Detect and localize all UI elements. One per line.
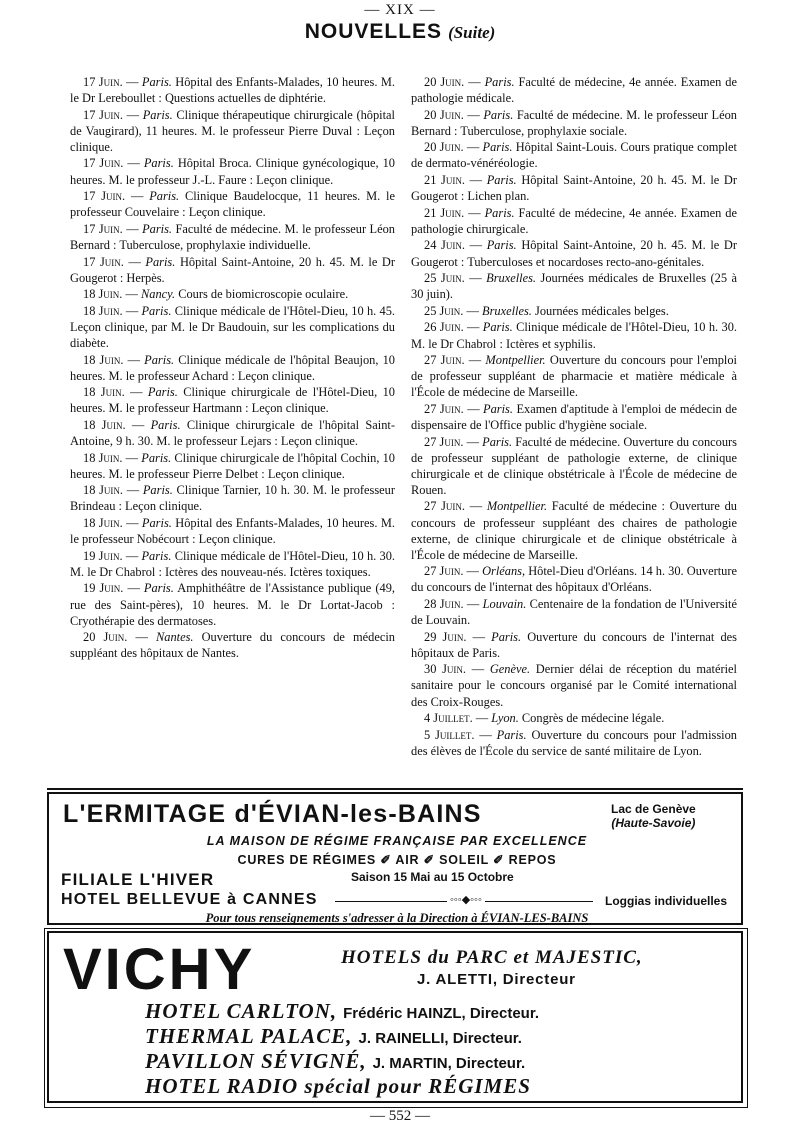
news-entry: 18 Juin. — Paris. Clinique chirurgicale de l'hôpital Cochin, 10 heures. M. le professeur Pierre Delbet : Leçon clinique. bbox=[70, 450, 396, 481]
entry-text: Ouverture du concours pour l'emploi de professeur suppléant de pharmacie et matière médicale à l'École de médecine de Marseille. bbox=[411, 353, 737, 400]
ad-evian-renseignements: Pour tous renseignements s'adresser à la Direction à ÉVIAN-LES-BAINS bbox=[205, 911, 589, 925]
entry-text: Hôpital Saint-Antoine, 20 h. 45. M. le Dr Gougerot : Herpès. bbox=[70, 254, 395, 285]
news-entry: 24 Juin. — Paris. Hôpital Saint-Antoine, 20 h. 45. M. le Dr Gougerot : Tuberculoses et nocardoses recto-ano-génitales. bbox=[411, 238, 737, 269]
entry-text: Journées médicales de Bruxelles (25 à 30 juin). bbox=[411, 271, 737, 302]
entry-text: Clinique chirurgicale de l'Hôtel-Dieu, 10 heures. M. le professeur Hartmann : Leçon clinique. bbox=[70, 385, 395, 416]
entry-date: 19 Juin. bbox=[83, 548, 123, 563]
entry-text: Clinique chirurgicale de l'hôpital Cochin, 10 heures. M. le professeur Pierre Delbet : Leçon clinique. bbox=[70, 450, 396, 481]
news-entry: 18 Juin. — Paris. Clinique médicale de l'hôpital Beaujon, 10 heures. M. le professeur Achard : Leçon clinique. bbox=[70, 352, 395, 383]
ad-evian-ornament-rule bbox=[335, 894, 593, 906]
entry-place: Paris. bbox=[483, 107, 514, 122]
entry-place: Paris. bbox=[143, 156, 174, 171]
hotel-manager: J. RAINELLI, Directeur. bbox=[358, 1030, 522, 1047]
entry-place: Paris. bbox=[143, 581, 174, 596]
entry-place: Paris. bbox=[484, 205, 515, 220]
entry-text: Journées médicales belges. bbox=[535, 303, 669, 318]
entry-date: 30 Juin. bbox=[424, 662, 467, 677]
entry-text: Clinique Tarnier, 10 h. 30. M. le professeur Brindeau : Leçon clinique. bbox=[70, 483, 396, 514]
news-entry: 18 Juin. — Nancy. Cours de biomicroscopie oculaire. bbox=[83, 287, 349, 302]
entry-date: 17 Juin. bbox=[83, 75, 123, 89]
entry-text: Faculté de médecine. M. le professeur Léon Bernard : Tuberculose, prophylaxie individuelle. bbox=[70, 221, 396, 252]
entry-place: Paris. bbox=[147, 385, 178, 400]
entry-place: Paris. bbox=[486, 173, 517, 188]
news-entry: 4 Juillet. — Lyon. Congrès de médecine légale. bbox=[424, 711, 665, 726]
news-entry: 17 Juin. — Paris. Clinique Baudelocque, 11 heures. M. le professeur Couvelaire : Leçon clinique. bbox=[70, 189, 395, 220]
ad-top-rule bbox=[47, 788, 743, 790]
entry-date: 27 Juin. bbox=[424, 401, 464, 416]
entry-place: Paris. bbox=[482, 140, 513, 155]
entry-text: Clinique médicale de l'Hôtel-Dieu, 10 h. 30. M. le Dr Chabrol : Ictères des nouveau-nés. Ictères toxiques. bbox=[70, 548, 395, 579]
entry-date: 26 Juin. bbox=[424, 320, 464, 335]
entry-text: Clinique médicale de l'Hôtel-Dieu, 10 h. 45. Leçon clinique, par M. le Dr Baudouin, sur les complications du diabète. bbox=[70, 303, 395, 350]
entry-text: Faculté de médecine, 4e année. Examen de pathologie chirurgicale. bbox=[411, 205, 738, 236]
hotel-name: HOTEL CARLTON, bbox=[145, 999, 338, 1023]
entry-text: Ouverture du concours pour l'admission des élèves de l'École du service de santé militaire de Lyon. bbox=[411, 727, 737, 758]
news-entry: 17 Juin. — Paris. Hôpital des Enfants-Malades, 10 heures. M. le Dr Lereboullet : Questions actuelles de diphtérie. bbox=[70, 75, 395, 106]
entry-date: 28 Juin. bbox=[424, 597, 464, 611]
entry-place: Paris. bbox=[141, 303, 172, 318]
entry-text: Ouverture du concours de médecin suppléant des hôpitaux de Nantes. bbox=[70, 630, 395, 661]
entry-date: 25 Juin. bbox=[424, 271, 465, 286]
entry-place: Paris. bbox=[141, 548, 172, 563]
entry-date: 18 Juin. bbox=[83, 385, 125, 400]
ad-evian-filiale: FILIALE L'HIVER bbox=[61, 870, 215, 889]
entry-place: Paris. bbox=[141, 516, 172, 531]
entry-text: Faculté de médecine : Ouverture du concours de professeur suppléant des chaires de pathologie externe, de clinique chirurgicale et de clinique obstétricale à l'École de médecine de Marseille. bbox=[411, 499, 738, 562]
entry-place: Louvain. bbox=[482, 597, 527, 611]
ad-evian-slogan: LA MAISON DE RÉGIME FRANÇAISE PAR EXCELLENCE bbox=[206, 834, 588, 848]
ad-vichy-hotel-row bbox=[145, 1074, 531, 1099]
news-entry: 27 Juin. — Paris. Faculté de médecine. Ouverture du concours de professeur suppléant de pathologie externe, de clinique chirurgicale et de clinique obstétricale à l'École de médecine de Rouen. bbox=[411, 434, 737, 497]
hotel-manager: Frédéric HAINZL, Directeur. bbox=[343, 1005, 540, 1022]
news-entry: 21 Juin. — Paris. Faculté de médecine, 4e année. Examen de pathologie chirurgicale. bbox=[411, 205, 738, 236]
ad-vichy-hotel-row bbox=[145, 1049, 525, 1074]
entry-text: Congrès de médecine légale. bbox=[521, 711, 665, 726]
entry-date: 18 Juin. bbox=[83, 352, 124, 367]
news-entry: 20 Juin. — Nantes. Ouverture du concours de médecin suppléant des hôpitaux de Nantes. bbox=[70, 630, 395, 661]
news-entry: 18 Juin. — Paris. Clinique chirurgicale de l'Hôtel-Dieu, 10 heures. M. le professeur Hartmann : Leçon clinique. bbox=[70, 385, 395, 416]
entry-text: Hôtel-Dieu d'Orléans. 14 h. 30. Ouverture du concours de l'internat des hôpitaux d'Orléans. bbox=[411, 564, 738, 595]
left-column bbox=[70, 74, 395, 662]
news-entry: 18 Juin. — Paris. Clinique Tarnier, 10 h. 30. M. le professeur Brindeau : Leçon clinique. bbox=[70, 483, 396, 514]
page-number: — 552 — bbox=[370, 1108, 430, 1124]
entry-place: Paris. bbox=[142, 483, 173, 498]
news-entry: 18 Juin. — Paris. Clinique médicale de l'Hôtel-Dieu, 10 h. 45. Leçon clinique, par M. le Dr Baudouin, sur les complications du diabète. bbox=[70, 303, 395, 350]
entry-place: Paris. bbox=[141, 75, 172, 89]
entry-place: Paris. bbox=[482, 320, 513, 335]
entry-place: Montpellier. bbox=[485, 353, 546, 368]
entry-place: Paris. bbox=[486, 238, 517, 253]
entry-place: Paris. bbox=[482, 434, 513, 449]
entry-text: Hôpital des Enfants-Malades, 10 heures. M. le Dr Lereboullet : Questions actuelles de diphtérie. bbox=[70, 75, 395, 106]
entry-text: Clinique médicale de l'Hôtel-Dieu, 10 h. 30. M. le Dr Chabrol : Ictères et syphilis. bbox=[411, 320, 737, 351]
news-entry: 20 Juin. — Paris. Faculté de médecine, 4e année. Examen de pathologie médicale. bbox=[411, 75, 738, 106]
entry-date: 27 Juin. bbox=[424, 499, 466, 514]
ad-vichy-hotel-row bbox=[145, 1024, 522, 1049]
entry-date: 17 Juin. bbox=[83, 254, 124, 269]
entry-date: 29 Juin. bbox=[424, 629, 467, 644]
entry-date: 17 Juin. bbox=[83, 221, 123, 236]
ad-evian-savoie: (Haute-Savoie) bbox=[611, 816, 696, 830]
entry-place: Paris. bbox=[150, 417, 181, 432]
ad-evian-loggias: Loggias individuelles bbox=[605, 894, 728, 908]
entry-place: Nantes. bbox=[155, 630, 194, 645]
entry-text: Hôpital Saint-Antoine, 20 h. 45. M. le Dr Gougerot : Tuberculoses et nocardoses recto-ano-génitales. bbox=[411, 238, 737, 269]
entry-text: Faculté de médecine. M. le professeur Léon Bernard : Tuberculose, prophylaxie sociale. bbox=[411, 107, 737, 138]
ermitage-evian-ad bbox=[47, 792, 743, 925]
entry-date: 19 Juin. bbox=[83, 581, 124, 596]
entry-date: 20 Juin. bbox=[424, 75, 465, 89]
entry-text: Clinique chirurgicale de l'hôpital Saint-Antoine, 9 h. 30. M. le professeur Lejars : Leçon clinique. bbox=[70, 417, 396, 449]
entry-date: 17 Juin. bbox=[83, 189, 126, 204]
news-entry: 19 Juin. — Paris. Amphithéâtre de l'Assistance publique (49, rue des Saint-pères), 10 heures. M. le Dr Lortat-Jacob : Cryothérapie des dermatoses. bbox=[70, 581, 395, 628]
entry-place: Paris. bbox=[484, 75, 515, 89]
news-entry: 21 Juin. — Paris. Hôpital Saint-Antoine, 20 h. 45. M. le Dr Gougerot : Lichen plan. bbox=[411, 173, 737, 204]
news-entry: 19 Juin. — Paris. Clinique médicale de l'Hôtel-Dieu, 10 h. 30. M. le Dr Chabrol : Ictères des nouveau-nés. Ictères toxiques. bbox=[70, 548, 395, 579]
entry-text: Faculté de médecine, 4e année. Examen de pathologie médicale. bbox=[411, 75, 738, 106]
ad-evian-lac: Lac de Genève bbox=[611, 802, 696, 816]
hotel-name: HOTEL RADIO spécial pour RÉGIMES bbox=[145, 1074, 531, 1098]
entry-place: Lyon. bbox=[491, 711, 519, 726]
right-column bbox=[411, 74, 737, 759]
entry-date: 17 Juin. bbox=[83, 107, 123, 122]
entry-date: 20 Juin. bbox=[424, 140, 464, 155]
entry-text: Amphithéâtre de l'Assistance publique (49, rue des Saint-pères), 10 heures. M. le Dr Lortat-Jacob : Cryothérapie des dermatoses. bbox=[70, 581, 395, 628]
news-entry: 26 Juin. — Paris. Clinique médicale de l'Hôtel-Dieu, 10 h. 30. M. le Dr Chabrol : Ictères et syphilis. bbox=[411, 320, 737, 351]
entry-text: Dernier délai de réception du matériel sanitaire pour le concours organisé par le Comité international des Croix-Rouges. bbox=[411, 662, 738, 709]
entry-date: 27 Juin. bbox=[424, 434, 464, 449]
section-title: NOUVELLES bbox=[304, 20, 443, 43]
ornament-icon: ◦◦◦◆◦◦◦ bbox=[447, 893, 485, 906]
ad-vichy-title: VICHY bbox=[63, 937, 256, 1002]
entry-date: 20 Juin. bbox=[83, 630, 128, 645]
ad-vichy-hotel-row bbox=[145, 999, 539, 1024]
ad-evian-title: L'ERMITAGE d'ÉVIAN-les-BAINS bbox=[63, 800, 482, 828]
news-entry: 30 Juin. — Genève. Dernier délai de réception du matériel sanitaire pour le concours organisé par le Comité international des Croix-Rouges. bbox=[411, 662, 738, 709]
news-entry: 17 Juin. — Paris. Faculté de médecine. M. le professeur Léon Bernard : Tuberculose, prophylaxie individuelle. bbox=[70, 221, 396, 252]
entry-place: Paris. bbox=[496, 727, 527, 742]
news-entry: 20 Juin. — Paris. Faculté de médecine. M. le professeur Léon Bernard : Tuberculose, prophylaxie sociale. bbox=[411, 107, 737, 138]
entry-place: Paris. bbox=[141, 450, 172, 465]
entry-date: 5 Juillet. bbox=[424, 727, 475, 742]
entry-date: 18 Juin. bbox=[83, 516, 123, 531]
entry-place: Paris. bbox=[142, 221, 173, 236]
entry-date: 18 Juin. bbox=[83, 303, 123, 318]
ad-evian-bellevue: HOTEL BELLEVUE à CANNES bbox=[61, 891, 318, 908]
entry-text: Centenaire de la fondation de l'Université de Louvain. bbox=[411, 597, 737, 628]
news-entry: 25 Juin. — Bruxelles. Journées médicales belges. bbox=[424, 303, 669, 318]
entry-place: Bruxelles. bbox=[482, 303, 532, 318]
news-entry: 17 Juin. — Paris. Hôpital Saint-Antoine, 20 h. 45. M. le Dr Gougerot : Herpès. bbox=[70, 254, 395, 285]
entry-text: Faculté de médecine. Ouverture du concours de professeur suppléant de pathologie externe, de clinique chirurgicale et de clinique obstétricale à l'École de médecine de Rouen. bbox=[411, 434, 737, 497]
entry-text: Hôpital des Enfants-Malades, 10 heures. M. le professeur Nobécourt : Leçon clinique. bbox=[70, 516, 395, 547]
entry-text: Clinique médicale de l'hôpital Beaujon, 10 heures. M. le professeur Achard : Leçon clinique. bbox=[70, 352, 395, 383]
news-entry: 27 Juin. — Paris. Examen d'aptitude à l'emploi de médecin de dispensaire de l'Office public d'hygiène sociale. bbox=[411, 401, 737, 432]
entry-date: 18 Juin. bbox=[83, 287, 123, 302]
vichy-hotels-ad bbox=[47, 931, 743, 1103]
news-entry: 18 Juin. — Paris. Hôpital des Enfants-Malades, 10 heures. M. le professeur Nobécourt : Leçon clinique. bbox=[70, 516, 395, 547]
entry-text: Cours de biomicroscopie oculaire. bbox=[178, 287, 349, 302]
entry-place: Paris. bbox=[483, 401, 513, 416]
entry-text: Hôpital Broca. Clinique gynécologique, 10 heures. M. le professeur J.-L. Faure : Leçon clinique. bbox=[70, 156, 395, 187]
entry-text: Clinique Baudelocque, 11 heures. M. le professeur Couvelaire : Leçon clinique. bbox=[70, 189, 395, 220]
entry-date: 18 Juin. bbox=[83, 483, 124, 498]
news-entry: 29 Juin. — Paris. Ouverture du concours de l'internat des hôpitaux de Paris. bbox=[411, 629, 737, 660]
entry-text: Hôpital Saint-Antoine, 20 h. 45. M. le Dr Gougerot : Lichen plan. bbox=[411, 173, 737, 204]
entry-date: 18 Juin. bbox=[83, 417, 126, 432]
entry-place: Paris. bbox=[144, 352, 175, 367]
entry-date: 24 Juin. bbox=[424, 238, 465, 253]
entry-date: 20 Juin. bbox=[424, 107, 464, 122]
ad-evian-cures: CURES DE RÉGIMES ✐ AIR ✐ SOLEIL ✐ REPOS bbox=[237, 853, 557, 867]
entry-place: Paris. bbox=[149, 189, 180, 204]
entry-date: 25 Juin. bbox=[424, 303, 464, 318]
news-entry: 27 Juin. — Orléans, Hôtel-Dieu d'Orléans. 14 h. 30. Ouverture du concours de l'internat des hôpitaux d'Orléans. bbox=[411, 564, 738, 595]
hotel-name: THERMAL PALACE, bbox=[145, 1024, 353, 1048]
entry-date: 27 Juin. bbox=[424, 564, 464, 579]
entry-place: Paris. bbox=[491, 629, 522, 644]
section-heading bbox=[0, 20, 800, 44]
news-entry: 27 Juin. — Montpellier. Faculté de médecine : Ouverture du concours de professeur suppléant des chaires de pathologie externe, de clinique chirurgicale et de clinique obstétricale à l'École de médecine de Marseille. bbox=[411, 499, 738, 562]
entry-date: 18 Juin. bbox=[83, 450, 123, 465]
entry-date: 27 Juin. bbox=[424, 353, 465, 368]
entry-text: Examen d'aptitude à l'emploi de médecin de dispensaire de l'Office public d'hygiène sociale. bbox=[411, 401, 737, 432]
entry-place: Montpellier. bbox=[486, 499, 548, 514]
entry-date: 21 Juin. bbox=[424, 205, 465, 220]
hotel-manager: J. MARTIN, Directeur. bbox=[372, 1055, 526, 1072]
entry-date: 21 Juin. bbox=[424, 173, 465, 188]
entry-text: Hôpital Saint-Louis. Cours pratique complet de dermato-vénéréologie. bbox=[411, 140, 737, 171]
entry-place: Bruxelles. bbox=[486, 271, 537, 286]
news-entry: 17 Juin. — Paris. Clinique thérapeutique chirurgicale (hôpital de Vaugirard), 11 heures. M. le professeur Pierre Duval : Leçon clinique. bbox=[70, 107, 395, 154]
entry-place: Paris. bbox=[142, 107, 173, 122]
entry-place: Genève. bbox=[489, 662, 531, 677]
entry-text: Ouverture du concours de l'internat des hôpitaux de Paris. bbox=[411, 629, 737, 660]
news-entry: 20 Juin. — Paris. Hôpital Saint-Louis. Cours pratique complet de dermato-vénéréologie. bbox=[411, 140, 737, 171]
page-roman-number: — XIX — bbox=[364, 2, 436, 18]
news-entry: 25 Juin. — Bruxelles. Journées médicales de Bruxelles (25 à 30 juin). bbox=[411, 271, 737, 302]
ad-evian-location bbox=[611, 802, 696, 830]
entry-date: 17 Juin. bbox=[83, 156, 124, 171]
entry-date: 4 Juillet. bbox=[424, 711, 473, 726]
entry-place: Paris. bbox=[145, 254, 176, 269]
entry-text: Clinique thérapeutique chirurgicale (hôpital de Vaugirard), 11 heures. M. le professeur Pierre Duval : Leçon clinique. bbox=[70, 107, 395, 154]
entry-place: Nancy. bbox=[141, 287, 176, 302]
entry-place: Orléans, bbox=[482, 564, 526, 579]
news-entry: 17 Juin. — Paris. Hôpital Broca. Clinique gynécologique, 10 heures. M. le professeur J.-L. Faure : Leçon clinique. bbox=[70, 156, 395, 187]
ad-vichy-aletti: J. ALETTI, Directeur bbox=[417, 971, 576, 988]
news-entry: 28 Juin. — Louvain. Centenaire de la fondation de l'Université de Louvain. bbox=[411, 597, 737, 628]
ad-vichy-parc: HOTELS du PARC et MAJESTIC, bbox=[341, 947, 643, 968]
hotel-name: PAVILLON SÉVIGNÉ, bbox=[145, 1049, 367, 1073]
section-suite: (Suite) bbox=[448, 23, 496, 42]
news-entry: 27 Juin. — Montpellier. Ouverture du concours pour l'emploi de professeur suppléant de pharmacie et matière médicale à l'École de médecine de Marseille. bbox=[411, 353, 737, 400]
news-entry: 18 Juin. — Paris. Clinique chirurgicale de l'hôpital Saint-Antoine, 9 h. 30. M. le professeur Lejars : Leçon clinique. bbox=[70, 417, 396, 449]
ad-evian-saison: Saison 15 Mai au 15 Octobre bbox=[351, 870, 514, 884]
news-entry: 5 Juillet. — Paris. Ouverture du concours pour l'admission des élèves de l'École du service de santé militaire de Lyon. bbox=[411, 727, 737, 758]
